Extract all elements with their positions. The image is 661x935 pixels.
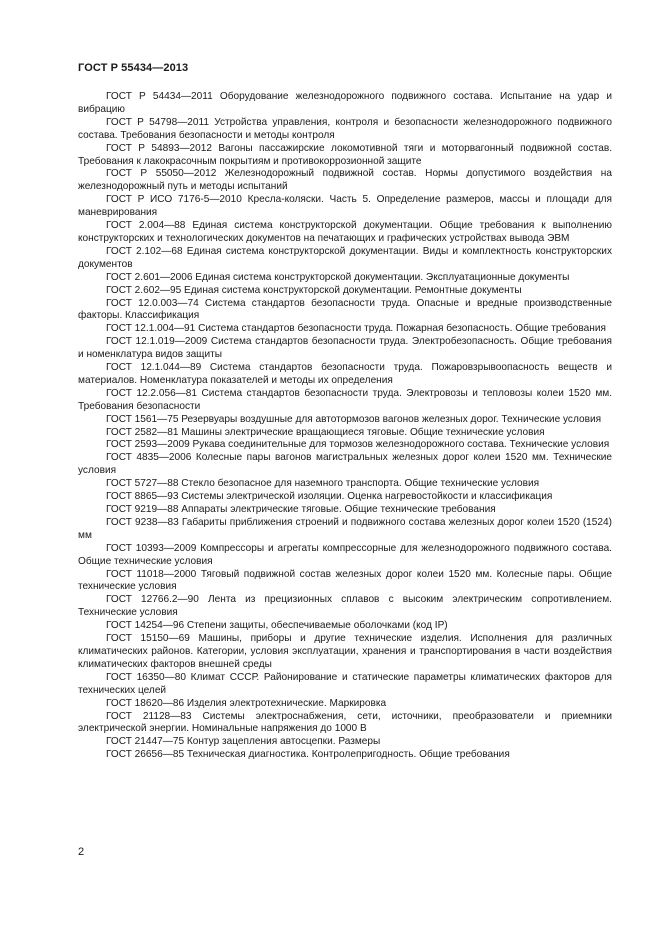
reference-item: ГОСТ 12.1.004—91 Система стандартов безопасности труда. Пожарная безопасность. Общие требования	[106, 323, 606, 335]
reference-item: ГОСТ Р 55050—2012 Железнодорожный подвижной состав. Нормы допустимого воздействия на железнодорожный путь и методы испытаний	[78, 168, 612, 193]
reference-item: ГОСТ Р 54893—2012 Вагоны пассажирские локомотивной тяги и моторвагонный подвижной состав. Требования к лакокрасочным покрытиям и противокоррозионной защите	[78, 142, 612, 167]
page-number: 2	[78, 846, 85, 858]
reference-item: ГОСТ 2.601—2006 Единая система конструкторской документации. Эксплуатационные документы	[106, 271, 570, 283]
reference-item: ГОСТ 2.602—95 Единая система конструкторской документации. Ремонтные документы	[106, 284, 522, 296]
reference-item: ГОСТ 9219—88 Аппараты электрические тяговые. Общие технические требования	[106, 504, 496, 515]
reference-item: ГОСТ 2582—81 Машины электрические вращающиеся тяговые. Общие технические условия	[106, 426, 545, 438]
reference-item: ГОСТ Р 54434—2011 Оборудование железнодорожного подвижного состава. Испытание на удар и вибрацию	[78, 91, 612, 115]
reference-item: ГОСТ Р ИСО 7176-5—2010 Кресла-коляски. Часть 5. Определение размеров, массы и площади для маневрирования	[78, 194, 612, 219]
reference-item: ГОСТ 2.102—68 Единая система конструкторской документации. Виды и комплектность конструкторских документов	[78, 245, 612, 270]
reference-item: ГОСТ 1561—75 Резервуары воздушные для автотормозов вагонов железных дорог. Технические условия	[106, 413, 602, 425]
reference-item: ГОСТ 21128—83 Системы электроснабжения, сети, источники, преобразователи и приемники электрической энергии. Номинальные напряжения до 1000 В	[78, 710, 612, 735]
reference-item: ГОСТ 12.0.003—74 Система стандартов безопасности труда. Опасные и вредные производственные факторы. Классификация	[78, 297, 612, 322]
reference-item: ГОСТ 2.004—88 Единая система конструкторской документации. Общие требования к выполнению конструкторских и технологических документов на печатающих и графических устройствах вывода ЭВМ	[78, 220, 612, 244]
normative-references-list	[78, 91, 612, 762]
reference-item: ГОСТ 14254—96 Степени защиты, обеспечиваемые оболочками (код IP)	[106, 620, 448, 632]
reference-item: ГОСТ 15150—69 Машины, приборы и другие технические изделия. Исполнения для различных климатических районов. Категории, условия эксплуатации, хранения и транспортирования в части воздействия климатических факторов внешней среды	[78, 633, 612, 670]
reference-item: ГОСТ 18620—86 Изделия электротехнические. Маркировка	[106, 697, 387, 709]
reference-item: ГОСТ 21447—75 Контур зацепления автосцепки. Размеры	[106, 736, 381, 748]
reference-item: ГОСТ 9238—83 Габариты приближения строений и подвижного состава железных дорог колеи 1520 (1524) мм	[78, 516, 612, 541]
reference-item: ГОСТ 12766.2—90 Лента из прецизионных сплавов с высоким электрическим сопротивлением. Технические условия	[78, 594, 612, 619]
reference-item: ГОСТ 12.1.044—89 Система стандартов безопасности труда. Пожаровзрывоопасность веществ и материалов. Номенклатура показателей и методы их определения	[78, 362, 612, 386]
reference-item: ГОСТ 12.2.056—81 Система стандартов безопасности труда. Электровозы и тепловозы колеи 1520 мм. Требования безопасности	[78, 387, 612, 412]
reference-item: ГОСТ 10393—2009 Компрессоры и агрегаты компрессорные для железнодорожного подвижного состава. Общие технические условия	[78, 542, 612, 567]
reference-item: ГОСТ 12.1.019—2009 Система стандартов безопасности труда. Электробезопасность. Общие требования и номенклатура видов защиты	[78, 336, 612, 361]
reference-item: ГОСТ 4835—2006 Колесные пары вагонов магистральных железных дорог колеи 1520 мм. Технические условия	[78, 452, 612, 477]
reference-item: ГОСТ 2593—2009 Рукава соединительные для тормозов железнодорожного состава. Технические условия	[106, 439, 610, 451]
reference-item: ГОСТ 5727—88 Стекло безопасное для наземного транспорта. Общие технические условия	[106, 478, 540, 490]
reference-item: ГОСТ 26656—85 Техническая диагностика. Контролепригодность. Общие требования	[106, 749, 510, 761]
reference-item: ГОСТ 11018—2000 Тяговый подвижной состав железных дорог колеи 1520 мм. Колесные пары. Общие технические условия	[78, 568, 612, 593]
reference-item: ГОСТ Р 54798—2011 Устройства управления, контроля и безопасности железнодорожного подвижного состава. Требования безопасности и методы контроля	[78, 116, 612, 141]
reference-item: ГОСТ 8865—93 Системы электрической изоляции. Оценка нагревостойкости и классификация	[106, 491, 553, 503]
document-header: ГОСТ Р 55434—2013	[78, 62, 189, 74]
reference-item: ГОСТ 16350—80 Климат СССР. Районирование и статические параметры климатических факторов для технических целей	[78, 671, 612, 696]
